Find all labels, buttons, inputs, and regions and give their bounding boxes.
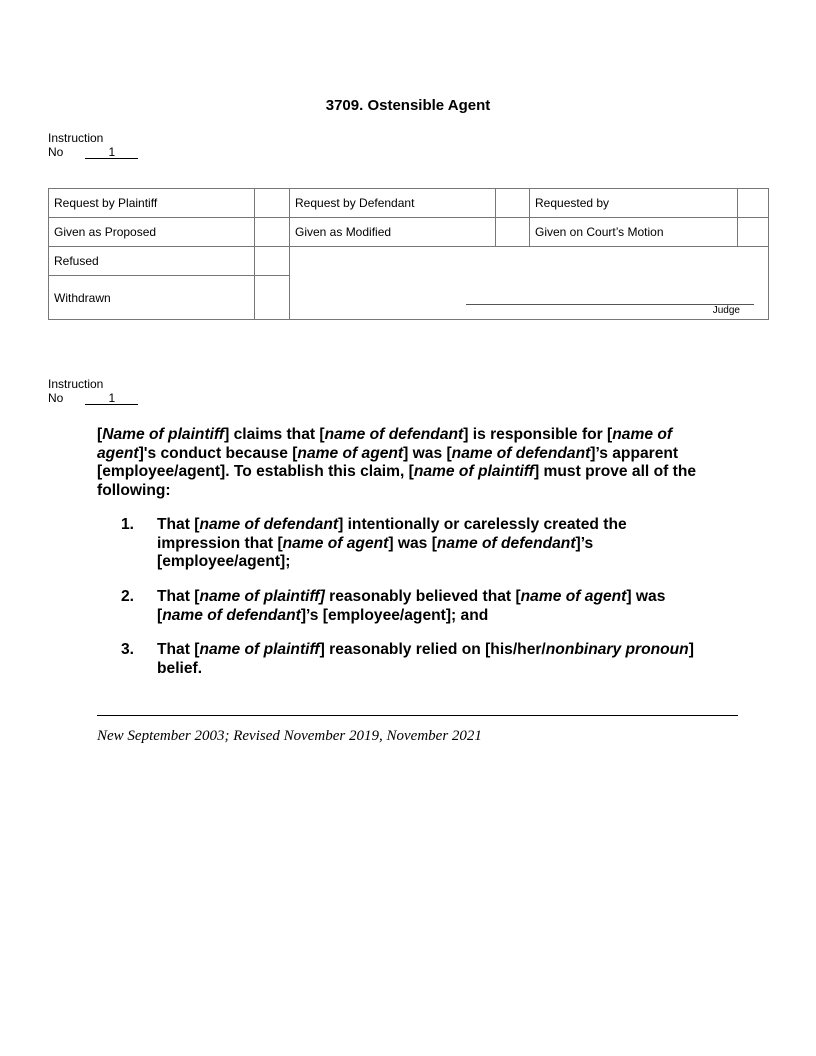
revision-history-note: New September 2003; Revised November 2019, November 2021 xyxy=(97,728,482,744)
text-line xyxy=(157,535,627,554)
text-segment: ] was xyxy=(626,588,666,605)
list-item-text xyxy=(157,588,665,625)
placeholder-text: name of agent xyxy=(282,534,389,552)
text-line xyxy=(157,516,627,535)
given-on-courts-motion-label: Given on Court’s Motion xyxy=(530,218,738,247)
instruction-paragraph xyxy=(97,426,696,500)
text-segment: [employee/agent]. To establish this claim, [ xyxy=(97,463,414,480)
text-segment: ] was [ xyxy=(388,534,437,552)
placeholder-text: name of defendant xyxy=(451,444,591,462)
text-line xyxy=(157,660,694,679)
withdrawn-label: Withdrawn xyxy=(49,276,255,320)
text-segment: That [ xyxy=(157,516,200,533)
placeholder-text: name of defendant xyxy=(199,516,339,533)
text-segment: [employee/agent]; xyxy=(157,553,291,570)
requested-by-checkbox[interactable] xyxy=(738,189,769,218)
text-segment: That [ xyxy=(157,588,200,605)
no-label: No xyxy=(48,391,64,405)
given-as-modified-checkbox[interactable] xyxy=(496,218,530,247)
list-number: 2. xyxy=(121,588,135,605)
footer-divider xyxy=(97,715,738,716)
judge-label: Judge xyxy=(712,305,740,316)
requested-by-label: Requested by xyxy=(530,189,738,218)
text-segment: ] reasonably relied on [his/her/ xyxy=(319,641,546,658)
text-line xyxy=(97,482,696,501)
placeholder-text: name of defendant xyxy=(162,606,301,624)
placeholder-text: agent xyxy=(97,444,139,462)
instruction-label: Instruction xyxy=(48,131,104,145)
text-segment: ]'s conduct because [ xyxy=(138,444,298,462)
withdrawn-checkbox[interactable] xyxy=(255,276,290,320)
text-segment: [ xyxy=(157,606,163,624)
placeholder-text: name of plaintiff xyxy=(199,641,320,658)
request-by-defendant-label: Request by Defendant xyxy=(290,189,496,218)
given-on-courts-motion-checkbox[interactable] xyxy=(738,218,769,247)
placeholder-text: name of defendant xyxy=(436,534,576,552)
list-number: 1. xyxy=(121,516,135,533)
list-item-text xyxy=(157,516,627,572)
placeholder-text: name of defendant xyxy=(324,426,464,443)
text-segment: ]’s [employee/agent]; and xyxy=(300,606,489,624)
given-as-proposed-checkbox[interactable] xyxy=(255,218,290,247)
text-segment: ]’s xyxy=(575,534,594,552)
given-as-modified-label: Given as Modified xyxy=(290,218,496,247)
text-segment: ] is responsible for [ xyxy=(463,426,613,443)
list-number: 3. xyxy=(121,641,135,658)
text-segment: ]’s apparent xyxy=(590,444,679,462)
text-segment: ] intentionally or carelessly created the xyxy=(338,516,627,533)
text-line xyxy=(157,641,694,660)
text-segment: That [ xyxy=(157,641,200,658)
text-line xyxy=(157,588,665,607)
request-by-plaintiff-label: Request by Plaintiff xyxy=(49,189,255,218)
instruction-label: Instruction xyxy=(48,377,104,391)
placeholder-text: name of xyxy=(612,426,673,443)
text-line xyxy=(97,445,696,464)
placeholder-text: name of agent xyxy=(520,588,627,605)
text-line xyxy=(97,463,696,482)
text-segment: ] must prove all of the xyxy=(534,463,697,480)
text-segment: belief. xyxy=(157,659,203,677)
text-segment: reasonably believed that [ xyxy=(324,588,521,605)
instruction-number-field[interactable]: 1 xyxy=(85,146,138,159)
instruction-number-block-top xyxy=(48,131,138,159)
instruction-number-field[interactable]: 1 xyxy=(85,392,138,405)
text-segment: ] xyxy=(688,641,694,658)
text-segment: ] was [ xyxy=(403,444,452,462)
placeholder-text: Name of plaintiff xyxy=(102,426,225,443)
instruction-number-block xyxy=(48,377,138,405)
instruction-status-table xyxy=(48,188,769,320)
text-segment: following: xyxy=(97,481,171,499)
refused-checkbox[interactable] xyxy=(255,247,290,276)
request-by-plaintiff-checkbox[interactable] xyxy=(255,189,290,218)
placeholder-text: name of plaintiff xyxy=(413,463,534,480)
list-item-text xyxy=(157,641,694,678)
page-title: 3709. Ostensible Agent xyxy=(325,97,491,114)
given-as-proposed-label: Given as Proposed xyxy=(49,218,255,247)
judge-signature-line[interactable] xyxy=(466,304,754,316)
text-line xyxy=(97,426,696,445)
text-segment: ] claims that [ xyxy=(224,426,325,443)
text-line xyxy=(157,607,665,626)
no-label: No xyxy=(48,145,64,159)
text-segment: [ xyxy=(97,426,103,443)
placeholder-text: name of agent xyxy=(297,444,404,462)
text-line xyxy=(157,553,627,572)
refused-label: Refused xyxy=(49,247,255,276)
judge-signature-area xyxy=(290,247,769,320)
text-segment: impression that [ xyxy=(157,534,283,552)
placeholder-text: name of plaintiff] xyxy=(199,588,325,605)
request-by-defendant-checkbox[interactable] xyxy=(496,189,530,218)
placeholder-text: nonbinary pronoun xyxy=(545,641,689,658)
